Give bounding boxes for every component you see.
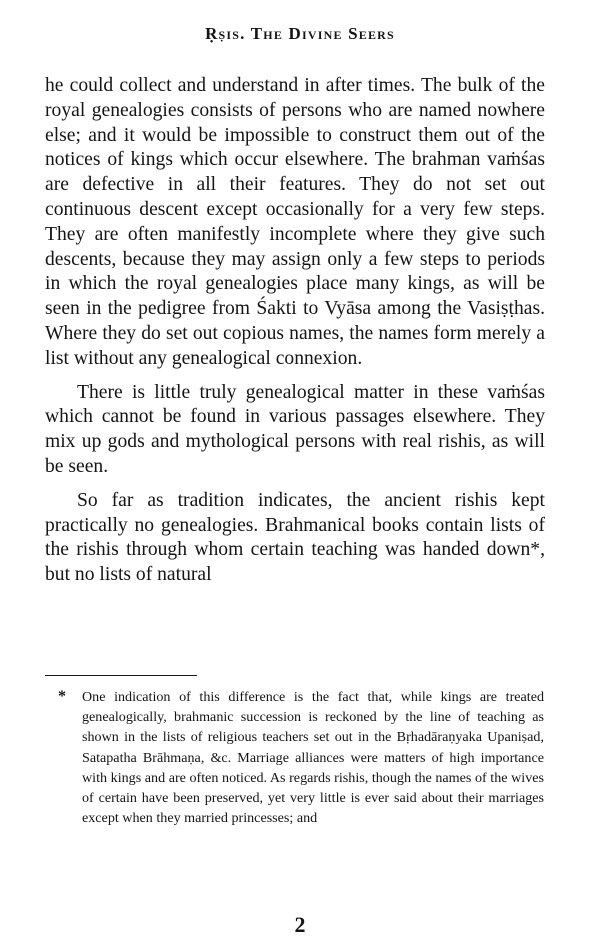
paragraph-vamsas: There is little truly genealogical matter in these vaṁśas which cannot be found in various passages elsewhere. They mix up gods and mythological persons with real rishis, as will be seen. xyxy=(45,381,545,477)
footnote-rule xyxy=(45,675,197,676)
running-head: Ṛṣis. The Divine Seers xyxy=(205,24,395,43)
page-number: 2 xyxy=(294,912,306,937)
paragraph-tradition: So far as tradition indicates, the ancient rishis kept practically no genealogies. Brahmanical books contain lists of the rishis through whom certain teaching was handed down*, but no lists of natural xyxy=(45,489,545,586)
footnote-marker: * xyxy=(58,688,66,705)
footnote-text: One indication of this difference is the fact that, while kings are treated genealogically, brahmanic succession is reckoned by the line of teaching as shown in the lists of religious teachers set out in the Bṛhadāraṇyaka Upaniṣad, Satapatha Brāhmaṇa, &c. Marriage alliances were matters of high importance with kings and are often noticed. As regards rishis, though the names of the wives of certain have been preserved, yet very little is ever said about their marriages except when they married princesses; and xyxy=(82,689,544,827)
paragraph-continued: he could collect and understand in after times. The bulk of the royal genealogies consists of persons who are named nowhere else; and it would be impossible to construct them out of the notices of kings which occur elsewhere. The brahman vaṁśas are defective in all their features. They do not set out continuous descent except occasionally for a very few steps. They are often manifestly incomplete where they give such descents, because they may assign only a few steps to periods in which the royal genealogies place many kings, as will be seen in the pedigree from Śakti to Vyāsa among the Vasiṣṭhas. Where they do set out copious names, the names form merely a list without any genealogical connexion. xyxy=(45,75,545,369)
main-text xyxy=(45,74,545,588)
